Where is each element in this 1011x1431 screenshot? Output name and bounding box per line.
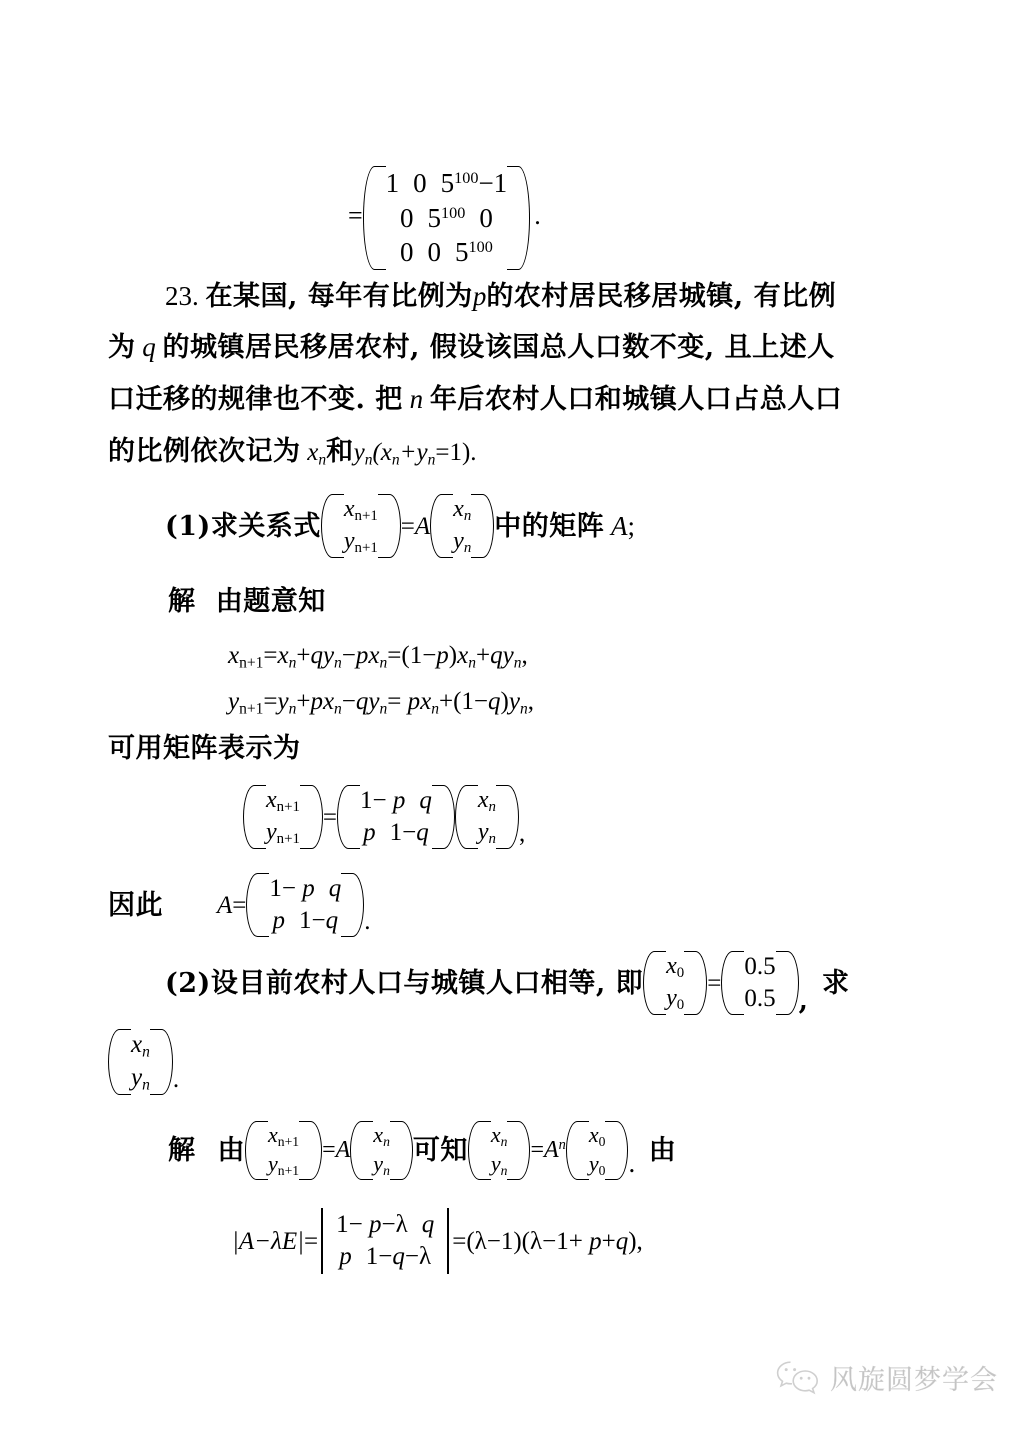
matrix-result-equation — [348, 165, 541, 271]
therefore-period: . — [364, 908, 371, 935]
solution1-matrix-equation — [243, 784, 525, 850]
vector-left-paren — [243, 784, 254, 850]
eq-term: $qy_n$ — [490, 642, 522, 672]
matrix-right-paren — [444, 784, 455, 850]
s2-mid-text: 可知 — [412, 1134, 468, 1166]
problem-text-e: 口迁移的规律也不变. 把 — [108, 384, 403, 415]
matrix-cell-exponent: 100 — [454, 169, 479, 188]
x-symbol: x — [588, 1122, 599, 1147]
matrix-row — [379, 166, 515, 201]
matrix-left-paren — [363, 165, 374, 271]
part1-equals: = — [400, 512, 415, 540]
y-subscript: n+1 — [354, 540, 378, 557]
matrix-cell: p — [363, 819, 376, 847]
cell-prefix: 1− — [336, 1211, 363, 1238]
det-row — [329, 1209, 441, 1241]
x-symbol: x — [131, 1031, 143, 1058]
constraint-expression — [372, 439, 477, 469]
vector-right-paren — [390, 493, 401, 559]
x-subscript: 0 — [676, 965, 685, 982]
part1-line — [165, 493, 635, 559]
matrix-cell — [421, 201, 473, 236]
cell-var: q — [392, 1243, 405, 1270]
variable-q: q — [142, 332, 156, 362]
det-equals-1: = — [304, 1227, 319, 1255]
matrix-eq-equals: = — [322, 803, 338, 831]
part2-line — [165, 950, 850, 1016]
solution-label: 解 — [168, 586, 196, 617]
x-symbol: x — [666, 953, 677, 979]
x-symbol: x — [477, 787, 489, 813]
y-symbol: y — [588, 1151, 599, 1177]
det-right-bar — [447, 1208, 449, 1274]
det-equals-2: = — [452, 1227, 467, 1255]
x-subscript: n+1 — [354, 508, 378, 525]
s2-vector-3 — [468, 1120, 531, 1181]
eq-term: $px_n$ — [310, 688, 342, 718]
s2-vector-1 — [245, 1120, 322, 1181]
matrix-cells — [257, 872, 353, 938]
matrix-cell-tail: −1 — [478, 168, 508, 198]
matrix-cell: 0 — [400, 202, 414, 233]
x-symbol: x — [373, 1122, 384, 1147]
y-symbol: y — [373, 1151, 384, 1177]
variable-xn — [307, 439, 327, 469]
problem-line-2 — [108, 334, 835, 361]
det-rhs — [466, 1229, 642, 1254]
eq-term: $x_n$ — [277, 642, 297, 672]
matrix-row — [353, 785, 439, 817]
cell-var: q — [325, 907, 339, 934]
result-matrix — [363, 165, 531, 271]
watermark — [775, 1358, 998, 1397]
determinant-equation — [232, 1208, 643, 1274]
matrix-cell — [353, 785, 412, 817]
matrix-row — [379, 201, 515, 236]
y-symbol: y — [453, 528, 464, 555]
problem-text-g: 的比例依次记为 — [108, 436, 301, 467]
vector-right-paren — [617, 1120, 628, 1181]
y-subscript: n — [383, 1163, 390, 1179]
A-result-matrix — [246, 872, 364, 938]
problem-text-b: 的农村居民移居城镇, 有比例 — [486, 281, 837, 312]
cell-var: q — [416, 819, 429, 847]
vector-cell: 0.5 — [744, 953, 776, 981]
vector-left-paren — [350, 1120, 361, 1181]
eq-term: $x_n$ — [457, 642, 476, 672]
s2-equals-1: = — [322, 1137, 336, 1164]
matrix-equals-sign: = — [348, 200, 363, 230]
vector-right-paren — [311, 1120, 322, 1181]
vector-left-paren — [721, 950, 732, 1016]
x-subscript: n+1 — [277, 1133, 300, 1149]
y-symbol: y — [490, 1151, 501, 1177]
x-symbol: x — [268, 1122, 278, 1147]
problem-text-d: 的城镇居民移居农村, 假设该国总人口数不变, 且上述人 — [162, 332, 835, 363]
x-subscript: n+1 — [276, 799, 300, 816]
part1-tail: 中的矩阵 — [494, 510, 605, 542]
eq-term: $x_{n+1}$ — [228, 642, 264, 672]
matrix-cells — [374, 165, 520, 271]
x-symbol: x — [490, 1122, 501, 1147]
matrix-row — [379, 235, 515, 270]
y-subscript: n — [364, 451, 373, 469]
solution2-label: 解 — [168, 1134, 196, 1166]
matrix-cell: 0 — [413, 168, 427, 198]
x-subscript: n — [488, 799, 496, 816]
part2-target-vector — [108, 1028, 173, 1096]
eq-term: $px_n$ — [355, 642, 388, 672]
vector-right-paren — [519, 1120, 530, 1181]
matrix-cell: 1 — [385, 168, 400, 198]
matrix-cell: 0 — [427, 237, 442, 268]
matrix-cell-base: 5 — [440, 168, 455, 198]
y-symbol: y — [268, 1151, 278, 1177]
therefore-line — [108, 872, 371, 938]
det-cell — [359, 1241, 438, 1273]
eq-term: $y_{n+1}$ — [228, 688, 264, 718]
part2-ask: 求 — [822, 967, 850, 999]
eq-term: $y_n$ — [277, 688, 297, 718]
eq-term: $qy_n$ — [310, 642, 342, 672]
matrix-cell — [262, 873, 321, 905]
matrix-cell — [383, 817, 436, 849]
x-subscript: n — [383, 1133, 390, 1149]
s2-tail-text: 由 — [648, 1134, 677, 1166]
matrix-intro-line — [108, 735, 301, 762]
matrix-cell — [292, 905, 345, 937]
problem-text-f: 年后农村人口和城镇人口占总人口 — [429, 384, 843, 415]
part1-lhs-vector — [321, 493, 401, 559]
matrix-row — [353, 817, 439, 849]
x-subscript: 0 — [598, 1133, 606, 1149]
rhs-q: q — [615, 1227, 629, 1255]
x-symbol: x — [307, 439, 319, 466]
det-cell — [329, 1209, 415, 1241]
vector-left-paren — [108, 1028, 119, 1096]
solution1-equation-2: $y_{n+1}=y_n+px_n-qy_n= px_n+(1-q)y_n$, — [228, 688, 534, 718]
part2-comma: , — [798, 985, 809, 1017]
matrix-cell — [448, 235, 500, 270]
x-subscript: n — [318, 451, 327, 469]
eq-term: $px_n$ — [407, 688, 439, 718]
vector-left-paren — [455, 784, 466, 850]
variable-n: n — [409, 384, 424, 414]
s2-matrix-A-2 — [544, 1138, 566, 1162]
matrix-cell-exponent: 100 — [441, 203, 466, 222]
vector-right-paren — [402, 1120, 413, 1181]
matrix-left-paren — [337, 784, 348, 850]
y-symbol: y — [131, 1064, 143, 1092]
s2-vector-2 — [350, 1120, 413, 1181]
y-subscript: n — [500, 1163, 508, 1179]
cell-var: p — [392, 787, 406, 815]
matrix-A-symbol: A — [217, 891, 233, 919]
cell-lambda: −λ — [381, 1211, 408, 1238]
constraint-end: =1). — [435, 439, 477, 466]
y-subscript: n — [488, 831, 496, 848]
rhs-tail: ), — [628, 1227, 643, 1255]
matrix-cell — [434, 166, 515, 201]
x-symbol: x — [343, 496, 355, 522]
constraint-open: (x — [372, 439, 392, 466]
vector-left-paren — [643, 950, 654, 1016]
solution1-header — [168, 588, 326, 615]
constraint-ysub: n — [427, 451, 436, 469]
coefficient-matrix — [337, 784, 455, 850]
matrix-cell: 0 — [400, 237, 414, 268]
constraint-tail: +y — [399, 439, 428, 466]
det-cell: q — [421, 1211, 435, 1238]
vector-right-paren — [312, 784, 323, 850]
part2-lhs-vector — [643, 950, 707, 1016]
x-subscript: n — [463, 508, 472, 525]
matrix-intro-text: 可用矩阵表示为 — [108, 733, 301, 764]
matrix-cells — [348, 784, 444, 850]
x-symbol: x — [266, 787, 277, 813]
matrix-cell-exponent: 100 — [468, 238, 493, 257]
vector-right-paren — [788, 950, 799, 1016]
cell-prefix: 1− — [365, 1243, 393, 1270]
part1-semicolon: ; — [627, 510, 636, 541]
rhs-p: p — [589, 1227, 602, 1255]
problem-text-a: 在某国, 每年有比例为 — [205, 281, 473, 312]
rhs-vector — [455, 784, 519, 850]
solution-lead: 由题意知 — [215, 586, 326, 617]
matrix-cell-base: 5 — [427, 202, 442, 233]
eq-term: $y_n$ — [508, 688, 528, 718]
wechat-logo-icon — [775, 1359, 821, 1397]
A-symbol: A — [544, 1137, 559, 1164]
variable-yn — [353, 439, 373, 469]
therefore-label: 因此 — [108, 889, 163, 921]
vector-left-paren — [468, 1120, 479, 1181]
matrix-cell-base: 5 — [455, 237, 469, 268]
y-symbol: y — [353, 439, 365, 466]
vector-left-paren — [430, 493, 441, 559]
determinant-matrix — [318, 1208, 452, 1274]
part1-label: (1)求关系式 — [165, 510, 321, 542]
matrix-row — [262, 873, 348, 905]
x-subscript: n — [142, 1043, 150, 1061]
vector-right-paren — [508, 784, 519, 850]
vector-right-paren — [162, 1028, 173, 1096]
rhs-plus: + — [601, 1227, 616, 1255]
y-subscript: 0 — [676, 997, 685, 1014]
y-subscript: n+1 — [276, 831, 300, 848]
det-cells — [324, 1208, 446, 1274]
matrix-cell: 0 — [479, 202, 493, 233]
cell-var: p — [368, 1211, 382, 1238]
matrix-row — [262, 905, 348, 937]
det-lhs: |A−λE| — [232, 1227, 304, 1255]
matrix-cell: p — [272, 907, 286, 934]
y-symbol: y — [477, 819, 489, 846]
matrix-right-paren — [519, 165, 530, 271]
constraint-xsub: n — [391, 451, 400, 469]
eq-term: p — [436, 642, 449, 669]
x-subscript: n — [500, 1133, 508, 1149]
matrix-eq-comma: , — [518, 820, 526, 848]
matrix-A-target: A — [611, 510, 628, 541]
solution2-line — [168, 1120, 676, 1181]
vector-right-paren — [696, 950, 707, 1016]
x-symbol: x — [453, 496, 464, 522]
solution1-equation-1: $x_{n+1}=x_n+qy_n-px_n=(1-p)x_n+qy_n$, — [228, 642, 528, 672]
cell-lambda: −λ — [404, 1243, 432, 1270]
matrix-cell: q — [419, 787, 432, 815]
matrix-A-symbol: A — [414, 512, 431, 540]
y-symbol: y — [343, 528, 355, 555]
vector-left-paren — [321, 493, 332, 559]
part1-rhs-vector — [430, 493, 494, 559]
part2-target-vector-line — [108, 1028, 179, 1096]
cell-prefix: 1− — [269, 875, 296, 902]
det-cell: p — [339, 1243, 352, 1270]
y-symbol: y — [666, 985, 677, 1012]
cell-prefix: 1− — [389, 819, 417, 847]
A-exponent: n — [558, 1137, 566, 1154]
part2-rhs-vector — [721, 950, 798, 1016]
part2-label: (2)设目前农村人口与城镇人口相等, 即 — [165, 967, 644, 999]
cell-var: p — [302, 875, 315, 902]
y-subscript: n+1 — [277, 1163, 300, 1179]
problem-line-3 — [108, 386, 842, 413]
lhs-vector — [243, 784, 323, 850]
problem-line-4 — [108, 438, 477, 468]
variable-p: p — [472, 281, 487, 311]
A-equals: = — [232, 891, 247, 919]
rhs-prefix: (λ−1)(λ−1+ — [466, 1227, 583, 1255]
vector-left-paren — [566, 1120, 577, 1181]
det-left-bar — [321, 1208, 323, 1274]
problem-text-c: 为 — [108, 332, 136, 363]
vector-left-paren — [245, 1120, 256, 1181]
eq-term: $qy_n$ — [355, 688, 388, 718]
y-subscript: 0 — [598, 1163, 606, 1179]
s2-matrix-A-1: A — [335, 1137, 351, 1164]
cell-prefix: 1− — [299, 907, 326, 934]
matrix-cell: q — [328, 875, 342, 902]
matrix-period: . — [534, 200, 541, 230]
det-row — [329, 1241, 441, 1273]
matrix-left-paren — [246, 872, 257, 938]
watermark-text: 风旋圆梦学会 — [830, 1365, 998, 1396]
solution2-lead: 由 — [217, 1134, 245, 1166]
problem-number: 23. — [165, 281, 199, 311]
s2-equals-2: = — [530, 1137, 544, 1164]
s2-period: . — [628, 1147, 636, 1178]
part2-period: . — [172, 1066, 180, 1094]
vector-right-paren — [483, 493, 494, 559]
cell-prefix: 1− — [360, 787, 387, 815]
part2-equals: = — [707, 969, 722, 997]
eq-term: q — [488, 688, 501, 715]
matrix-right-paren — [353, 872, 364, 938]
s2-vector-4 — [566, 1120, 629, 1181]
y-subscript: n — [142, 1076, 150, 1094]
y-symbol: y — [266, 819, 277, 846]
y-subscript: n — [463, 540, 472, 557]
problem-line-1 — [165, 283, 836, 310]
vector-cell: 0.5 — [744, 985, 776, 1013]
problem-text-h: 和 — [326, 436, 354, 467]
